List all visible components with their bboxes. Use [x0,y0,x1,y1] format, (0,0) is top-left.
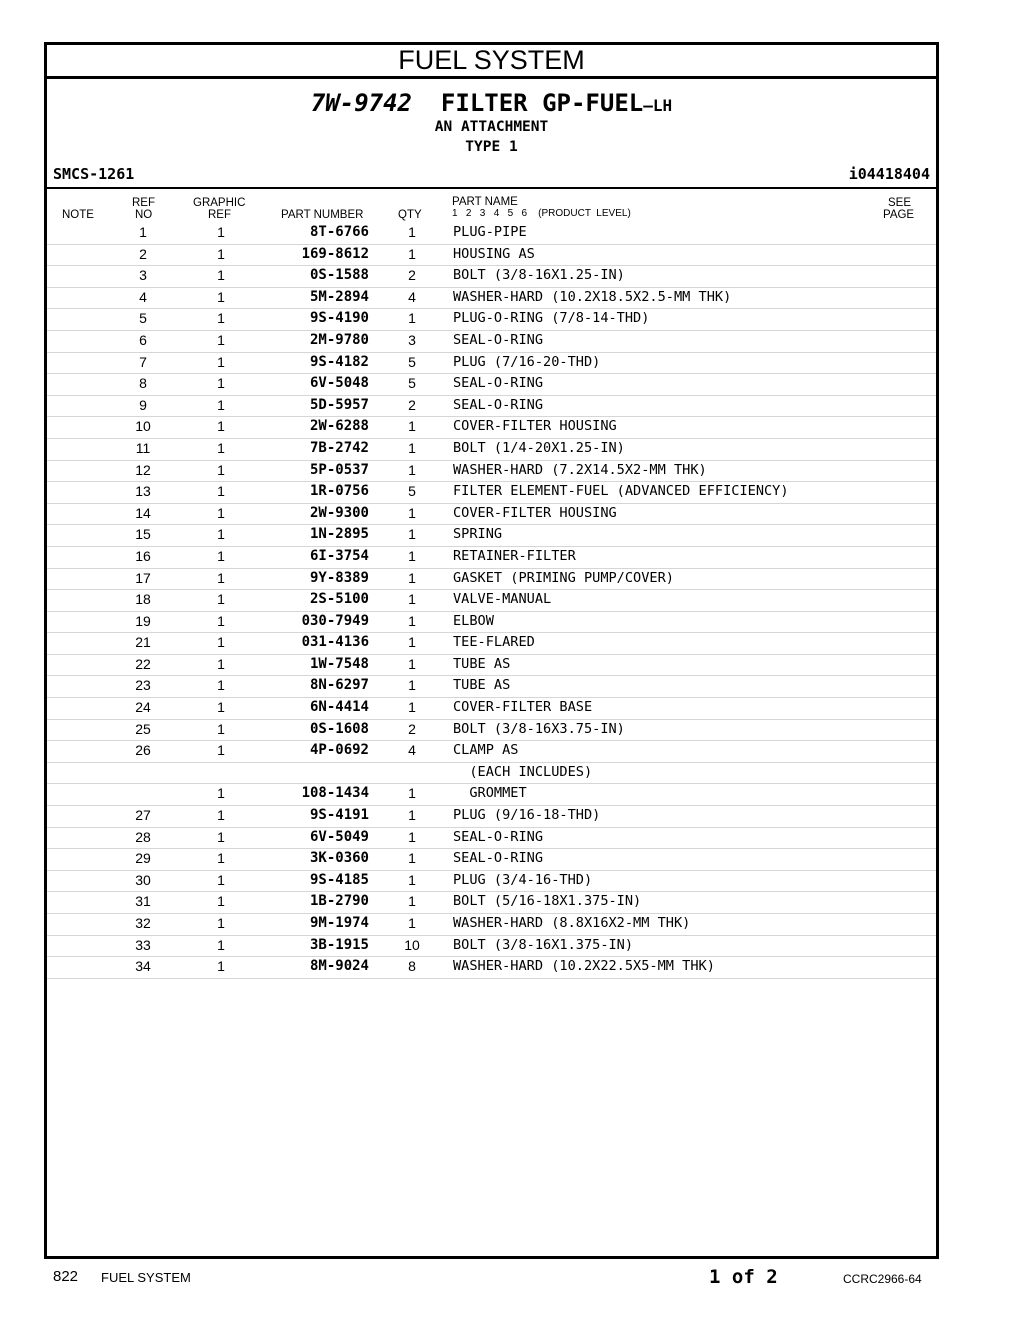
quantity: 1 [408,655,416,672]
part-name: SPRING [453,526,503,543]
ref-no: 30 [135,871,151,888]
graphic-ref: 1 [217,915,225,931]
quantity: 3 [408,331,416,348]
quantity: 1 [408,224,416,240]
col-graphic-line1: GRAPHIC [193,197,246,209]
quantity: 1 [408,785,416,802]
part-number: 5D-5957 [309,396,369,413]
part-number: 6V-5049 [309,828,369,845]
ref-no: 5 [139,310,147,327]
graphic-ref: 1 [217,396,225,413]
quantity: 1 [408,526,416,543]
part-name: WASHER-HARD (10.2X22.5X5-MM THK) [453,958,715,975]
col-product-levels: 1 2 3 4 5 6 (PRODUCT LEVEL) [452,208,631,219]
part-number: 9M-1974 [309,915,369,931]
graphic-ref: 1 [217,310,225,327]
table-row [47,461,936,483]
part-number: 108-1434 [301,785,369,802]
part-name: ELBOW [453,612,494,629]
table-row [47,439,936,461]
ref-no: 13 [135,483,151,500]
table-row [47,698,936,720]
quantity: 1 [408,828,416,845]
ref-no: 27 [135,807,151,824]
part-number: 0S-1588 [309,267,369,284]
part-number: 1R-0756 [309,483,369,500]
parts-list-frame [44,42,939,1259]
part-number: 9S-4190 [309,310,369,327]
ref-no: 8 [139,375,147,392]
part-name: PLUG (7/16-20-THD) [453,353,601,370]
assembly-title [47,89,936,117]
ref-no: 12 [135,461,151,478]
col-part-number: PART NUMBER [281,209,364,221]
assembly-subtitle-type: TYPE 1 [465,139,518,155]
part-number: 8M-9024 [309,958,369,975]
quantity: 1 [408,439,416,456]
table-row [47,374,936,396]
ref-no: 14 [135,504,151,521]
part-name: WASHER-HARD (10.2X18.5X2.5-MM THK) [453,288,732,305]
graphic-ref: 1 [217,936,225,953]
quantity: 1 [408,547,416,564]
table-row [47,676,936,698]
table-row [47,417,936,439]
quantity: 10 [404,936,420,953]
part-number: 2W-6288 [309,418,369,435]
graphic-ref: 1 [217,375,225,392]
graphic-ref: 1 [217,720,225,737]
quantity: 1 [408,245,416,262]
graphic-ref: 1 [217,785,225,802]
part-name: SEAL-O-RING [453,850,544,867]
ref-no: 7 [139,353,147,370]
graphic-ref: 1 [217,547,225,564]
assembly-part-name: FILTER GP-FUEL [440,89,644,117]
part-name: BOLT (5/16-18X1.375-IN) [453,893,642,910]
ref-no: 25 [135,720,151,737]
ref-no: 6 [139,331,147,348]
ref-no: 22 [135,655,151,672]
part-number: 1B-2790 [309,893,369,910]
ref-no: 15 [135,526,151,543]
ref-no: 34 [135,958,151,975]
part-name: COVER-FILTER HOUSING [453,504,617,521]
table-row [47,957,936,979]
part-number: 7B-2742 [309,439,369,456]
part-number: 6V-5048 [309,375,369,392]
graphic-ref: 1 [217,871,225,888]
graphic-ref: 1 [217,591,225,608]
quantity: 1 [408,915,416,931]
graphic-ref: 1 [217,353,225,370]
table-row [47,655,936,677]
graphic-ref: 1 [217,699,225,716]
table-row [47,633,936,655]
part-name: VALVE-MANUAL [453,591,552,608]
part-number: 8N-6297 [309,677,369,694]
graphic-ref: 1 [217,483,225,500]
graphic-ref: 1 [217,655,225,672]
assembly-part-suffix: —LH [643,96,673,115]
quantity: 1 [408,569,416,586]
ref-no: 23 [135,677,151,694]
table-row [47,763,936,785]
table-row [47,331,936,353]
illustration-id: i04418404 [848,165,930,183]
part-name: (EACH INCLUDES) [453,763,593,780]
table-row [47,525,936,547]
graphic-ref: 1 [217,439,225,456]
quantity: 2 [408,396,416,413]
graphic-ref: 1 [217,418,225,435]
col-note: NOTE [62,209,94,221]
quantity: 1 [408,612,416,629]
part-number: 1W-7548 [309,655,369,672]
part-name: BOLT (3/8-16X1.25-IN) [453,267,625,284]
ref-no: 28 [135,828,151,845]
part-number: 9Y-8389 [309,569,369,586]
ref-no: 33 [135,936,151,953]
part-name: SEAL-O-RING [453,331,544,348]
graphic-ref: 1 [217,288,225,305]
quantity: 1 [408,871,416,888]
graphic-ref: 1 [217,958,225,975]
col-graphic-line2: REF [208,209,231,221]
part-name: PLUG (9/16-18-THD) [453,807,601,824]
footer-doc-code: CCRC2966-64 [843,1272,922,1286]
part-name: SEAL-O-RING [453,396,544,413]
table-row [47,504,936,526]
table-row [47,353,936,375]
graphic-ref: 1 [217,504,225,521]
col-ref-line2: NO [135,209,153,221]
graphic-ref: 1 [217,634,225,651]
part-number: 3K-0360 [309,850,369,867]
footer-section: FUEL SYSTEM [101,1270,191,1285]
part-number: 5P-0537 [309,461,369,478]
table-row [47,784,936,806]
part-number: 6N-4414 [309,699,369,716]
smcs-code: SMCS-1261 [53,165,135,183]
part-number: 2M-9780 [309,331,369,348]
table-row [47,590,936,612]
quantity: 1 [408,310,416,327]
table-row [47,547,936,569]
ref-no: 9 [139,396,147,413]
table-row [47,266,936,288]
table-row [47,396,936,418]
part-name: PLUG-PIPE [453,224,527,240]
ref-no: 26 [135,742,151,759]
part-name: PLUG (3/4-16-THD) [453,871,593,888]
part-number: 030-7949 [301,612,369,629]
table-row [47,741,936,763]
part-number: 3B-1915 [309,936,369,953]
part-number: 6I-3754 [309,547,369,564]
part-number: 4P-0692 [309,742,369,759]
quantity: 5 [408,483,416,500]
quantity: 1 [408,893,416,910]
part-number: 9S-4185 [309,871,369,888]
graphic-ref: 1 [217,331,225,348]
quantity: 1 [408,807,416,824]
quantity: 8 [408,958,416,975]
part-number: 2S-5100 [309,591,369,608]
quantity: 1 [408,591,416,608]
quantity: 1 [408,634,416,651]
table-row [47,892,936,914]
graphic-ref: 1 [217,245,225,262]
part-number: 1N-2895 [309,526,369,543]
graphic-ref: 1 [217,850,225,867]
part-name: SEAL-O-RING [453,828,544,845]
part-name: HOUSING AS [453,245,535,262]
ref-no: 19 [135,612,151,629]
part-number: 169-8612 [301,245,369,262]
graphic-ref: 1 [217,267,225,284]
part-name: TUBE AS [453,655,511,672]
ref-no: 10 [135,418,151,435]
graphic-ref: 1 [217,807,225,824]
quantity: 4 [408,742,416,759]
ref-no: 24 [135,699,151,716]
graphic-ref: 1 [217,828,225,845]
table-row [47,309,936,331]
part-number: 2W-9300 [309,504,369,521]
ref-no: 17 [135,569,151,586]
col-part-name: PART NAME [452,196,518,208]
assembly-subtitle-attachment: AN ATTACHMENT [434,119,549,135]
table-row [47,720,936,742]
quantity: 1 [408,677,416,694]
graphic-ref: 1 [217,461,225,478]
part-name: COVER-FILTER HOUSING [453,418,617,435]
col-ref-line1: REF [132,197,155,209]
part-number: 8T-6766 [309,224,369,240]
table-row [47,482,936,504]
table-row [47,871,936,893]
table-row [47,828,936,850]
table-row [47,288,936,310]
quantity: 2 [408,267,416,284]
quantity: 1 [408,461,416,478]
part-name: BOLT (3/8-16X3.75-IN) [453,720,625,737]
part-name: SEAL-O-RING [453,375,544,392]
table-row [47,612,936,634]
part-name: BOLT (3/8-16X1.375-IN) [453,936,634,953]
footer-page-of: 1 of 2 [709,1266,778,1288]
part-name: BOLT (1/4-20X1.25-IN) [453,439,625,456]
part-number: 5M-2894 [309,288,369,305]
assembly-part-number: 7W-9742 [310,89,413,117]
graphic-ref: 1 [217,612,225,629]
table-row [47,569,936,591]
ref-no: 1 [139,224,147,240]
ref-no: 21 [135,634,151,651]
ref-no: 11 [135,439,151,456]
quantity: 2 [408,720,416,737]
part-name: TEE-FLARED [453,634,535,651]
col-see-line2: PAGE [883,209,915,221]
page-footer [0,1266,1020,1296]
part-name: WASHER-HARD (8.8X16X2-MM THK) [453,915,691,931]
quantity: 4 [408,288,416,305]
footer-page-number: 822 [53,1268,79,1285]
quantity: 1 [408,418,416,435]
table-row [47,936,936,958]
ref-no: 29 [135,850,151,867]
part-name: CLAMP AS [453,742,519,759]
quantity: 5 [408,375,416,392]
graphic-ref: 1 [217,677,225,694]
part-number: 0S-1608 [309,720,369,737]
part-number: 031-4136 [301,634,369,651]
part-number: 9S-4191 [309,807,369,824]
section-title: FUEL SYSTEM [47,45,936,79]
table-row [47,223,936,245]
ref-no: 31 [135,893,151,910]
part-name: COVER-FILTER BASE [453,699,593,716]
part-name: TUBE AS [453,677,511,694]
part-name: RETAINER-FILTER [453,547,576,564]
ref-no: 16 [135,547,151,564]
graphic-ref: 1 [217,742,225,759]
column-headers [47,189,936,223]
part-number: 9S-4182 [309,353,369,370]
quantity: 1 [408,699,416,716]
graphic-ref: 1 [217,224,225,240]
part-name: GASKET (PRIMING PUMP/COVER) [453,569,674,586]
graphic-ref: 1 [217,893,225,910]
parts-table [47,223,936,979]
quantity: 5 [408,353,416,370]
quantity: 1 [408,850,416,867]
ref-no: 18 [135,591,151,608]
table-row [47,806,936,828]
table-row [47,245,936,267]
table-row [47,914,936,936]
part-name: FILTER ELEMENT-FUEL (ADVANCED EFFICIENCY) [453,483,789,500]
part-name: WASHER-HARD (7.2X14.5X2-MM THK) [453,461,707,478]
ref-no: 4 [139,288,147,305]
ref-no: 2 [139,245,147,262]
assembly-header [47,79,936,189]
table-row [47,849,936,871]
ref-no: 32 [135,915,151,931]
quantity: 1 [408,504,416,521]
ref-no: 3 [139,267,147,284]
col-see-line1: SEE [888,197,912,209]
graphic-ref: 1 [217,526,225,543]
part-name: PLUG-O-RING (7/8-14-THD) [453,310,650,327]
col-qty: QTY [398,209,422,221]
part-name: GROMMET [453,785,527,802]
graphic-ref: 1 [217,569,225,586]
